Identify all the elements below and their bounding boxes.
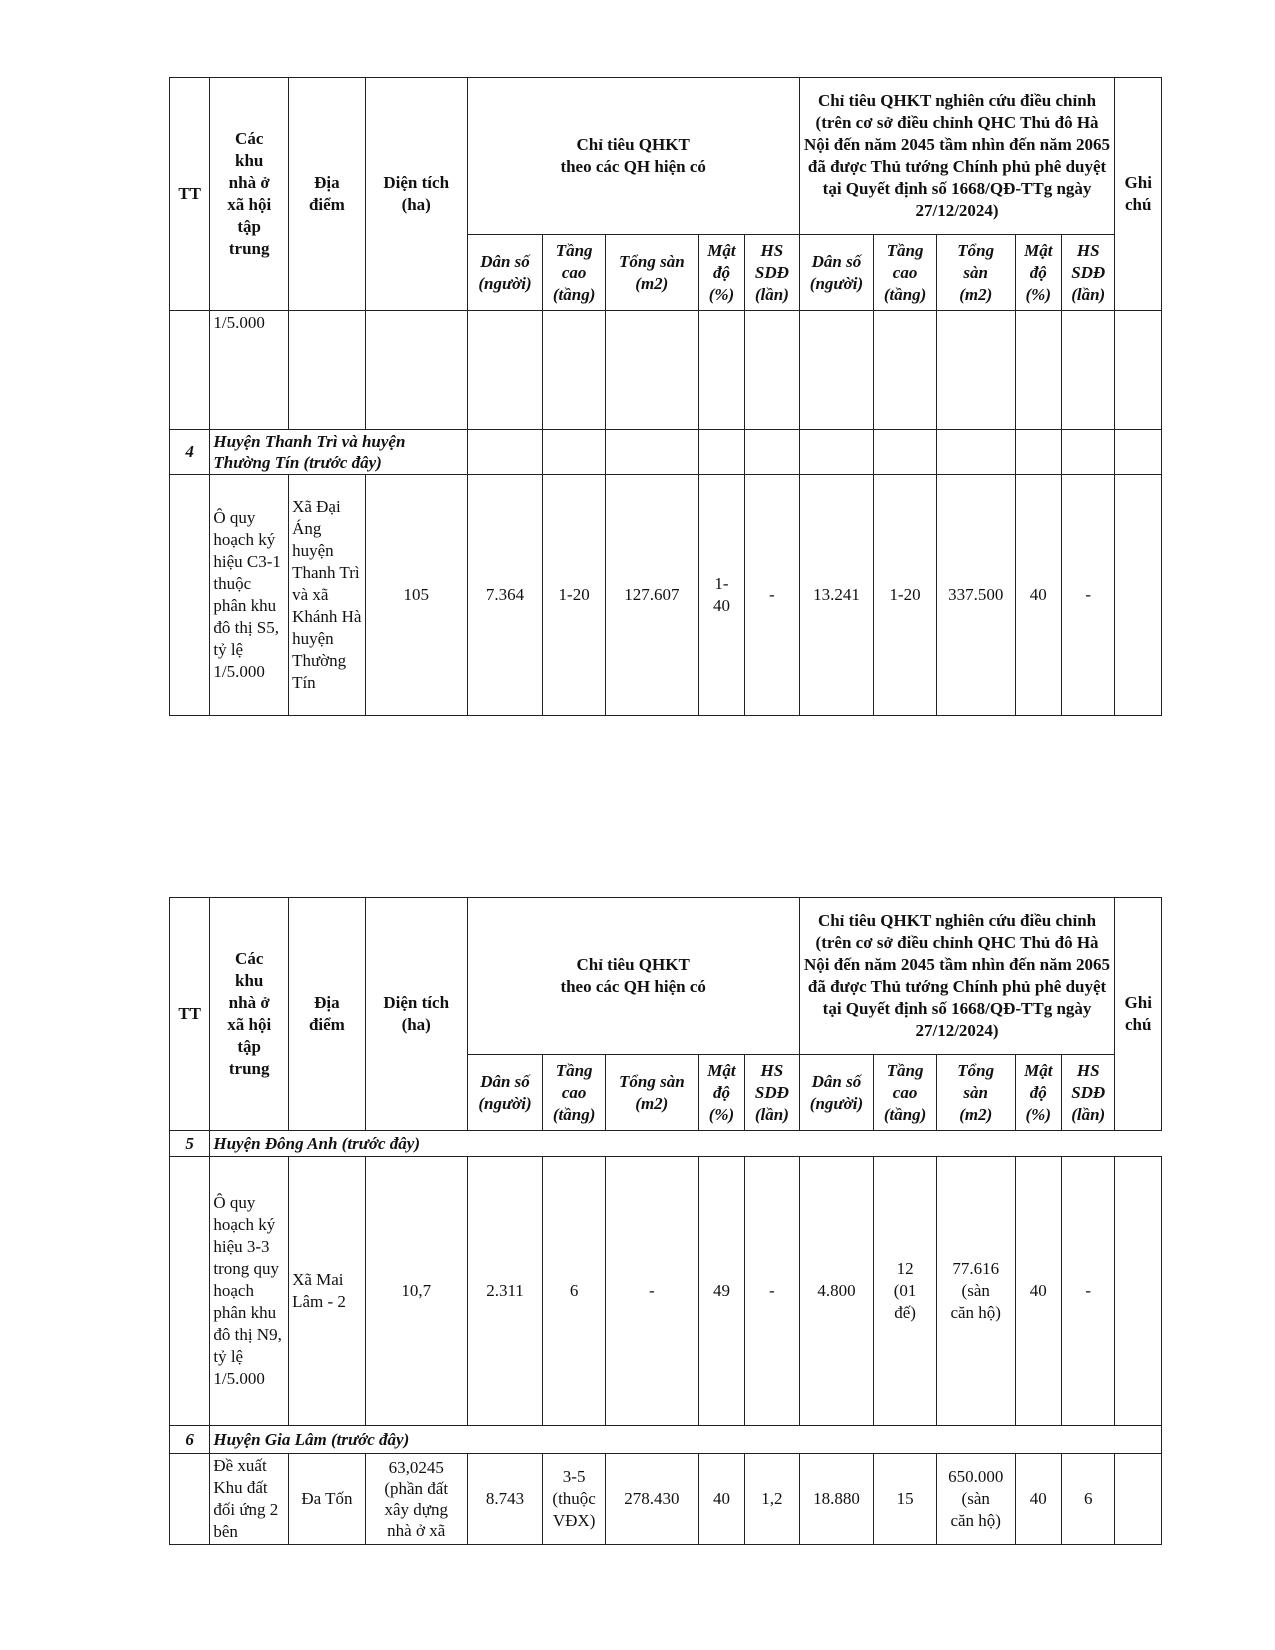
planning-table-1 [169, 77, 1162, 716]
row-area: 10,7 [365, 1157, 467, 1426]
row-location: Đa Tốn [289, 1454, 366, 1545]
sub-tong-san: Tổng sàn (m2) [605, 235, 698, 311]
group-current-header: Chỉ tiêu QHKT theo các QH hiện có [467, 898, 799, 1055]
group-adjusted-header: Chỉ tiêu QHKT nghiên cứu điều chỉnh (trên cơ sở điều chỉnh QHC Thủ đô Hà Nội đến năm 2045 tầm nhìn đến năm 2065 đã được Thủ tướng Chính phủ phê duyệt tại Quyết định số 1668/QĐ-TTg ngày 27/12/2024) [799, 898, 1115, 1055]
cur-population: 2.311 [467, 1157, 543, 1426]
cur-gfa: 127.607 [605, 475, 698, 716]
sub-tong-san: Tổng sàn (m2) [936, 1055, 1015, 1131]
cur-floors: 1-20 [543, 475, 606, 716]
new-population: 4.800 [799, 1157, 874, 1426]
section-number: 6 [170, 1426, 210, 1454]
section-number: 5 [170, 1131, 210, 1157]
row-name: Ô quy hoạch ký hiệu C3-1 thuộc phân khu đô thị S5, tỷ lệ 1/5.000 [210, 475, 289, 716]
new-gfa: 337.500 [936, 475, 1015, 716]
sub-hs-sdd: HS SDĐ (lần) [1061, 235, 1114, 311]
col-khu-header: Các khu nhà ở xã hội tập trung [210, 898, 289, 1131]
row-note [1115, 1454, 1162, 1545]
group-current-header: Chỉ tiêu QHKT theo các QH hiện có [467, 78, 799, 235]
new-far: - [1061, 1157, 1114, 1426]
section-row [170, 430, 1162, 475]
section-title: Huyện Thanh Trì và huyện Thường Tín (trước đây) [210, 430, 467, 475]
sub-mat-do: Mật độ (%) [1015, 235, 1061, 311]
col-khu-header: Các khu nhà ở xã hội tập trung [210, 78, 289, 311]
sub-mat-do: Mật độ (%) [698, 235, 744, 311]
col-ghi-chu-header: Ghi chú [1115, 78, 1162, 311]
sub-dan-so: Dân số (người) [799, 235, 874, 311]
cur-far: - [745, 475, 799, 716]
col-dia-diem-header: Địa điểm [289, 898, 366, 1131]
sub-dan-so: Dân số (người) [799, 1055, 874, 1131]
row-name: Ô quy hoạch ký hiệu 3-3 trong quy hoạch phân khu đô thị N9, tỷ lệ 1/5.000 [210, 1157, 289, 1426]
sub-hs-sdd: HS SDĐ (lần) [745, 1055, 799, 1131]
new-far: 6 [1061, 1454, 1114, 1545]
cur-population: 7.364 [467, 475, 543, 716]
header-row-main [170, 898, 1162, 1055]
new-population: 18.880 [799, 1454, 874, 1545]
sub-mat-do: Mật độ (%) [698, 1055, 744, 1131]
col-ghi-chu-header: Ghi chú [1115, 898, 1162, 1131]
group-adjusted-header: Chỉ tiêu QHKT nghiên cứu điều chỉnh (trên cơ sở điều chỉnh QHC Thủ đô Hà Nội đến năm 2045 tầm nhìn đến năm 2065 đã được Thủ tướng Chính phủ phê duyệt tại Quyết định số 1668/QĐ-TTg ngày 27/12/2024) [799, 78, 1115, 235]
section-number: 4 [170, 430, 210, 475]
sub-tang-cao: Tầng cao (tầng) [874, 1055, 937, 1131]
section-row [170, 1131, 1162, 1157]
new-density: 40 [1015, 475, 1061, 716]
section-row [170, 1426, 1162, 1454]
col-dien-tich-header: Diện tích (ha) [365, 78, 467, 311]
col-tt-header: TT [170, 78, 210, 311]
new-far: - [1061, 475, 1114, 716]
cur-far: - [745, 1157, 799, 1426]
row-note [1115, 475, 1162, 716]
row-name: Đề xuất Khu đất đối ứng 2 bên [210, 1454, 289, 1545]
cur-floors: 6 [543, 1157, 606, 1426]
table-row [170, 311, 1162, 430]
sub-dan-so: Dân số (người) [467, 1055, 543, 1131]
sub-tang-cao: Tầng cao (tầng) [543, 235, 606, 311]
new-floors: 12 (01 đế) [874, 1157, 937, 1426]
planning-table-2 [169, 897, 1162, 1545]
col-tt-header: TT [170, 898, 210, 1131]
cur-density: 40 [698, 1454, 744, 1545]
new-floors: 1-20 [874, 475, 937, 716]
new-density: 40 [1015, 1454, 1061, 1545]
new-density: 40 [1015, 1157, 1061, 1426]
section-title: Huyện Gia Lâm (trước đây) [210, 1426, 1162, 1454]
new-gfa: 650.000 (sàn căn hộ) [936, 1454, 1015, 1545]
sub-tang-cao: Tầng cao (tầng) [543, 1055, 606, 1131]
table-row [170, 1157, 1162, 1426]
row-area: 105 [365, 475, 467, 716]
sub-hs-sdd: HS SDĐ (lần) [1061, 1055, 1114, 1131]
cur-gfa: - [605, 1157, 698, 1426]
new-gfa: 77.616 (sàn căn hộ) [936, 1157, 1015, 1426]
sub-tong-san: Tổng sàn (m2) [936, 235, 1015, 311]
cur-far: 1,2 [745, 1454, 799, 1545]
row-name: 1/5.000 [210, 311, 289, 430]
header-row-main [170, 78, 1162, 235]
sub-tong-san: Tổng sàn (m2) [605, 1055, 698, 1131]
row-location: Xã Đại Áng huyện Thanh Trì và xã Khánh Hà huyện Thường Tín [289, 475, 366, 716]
col-dien-tich-header: Diện tích (ha) [365, 898, 467, 1131]
table-row [170, 475, 1162, 716]
cur-density: 49 [698, 1157, 744, 1426]
row-area: 63,0245 (phần đất xây dựng nhà ở xã [365, 1454, 467, 1545]
row-location: Xã Mai Lâm - 2 [289, 1157, 366, 1426]
cur-population: 8.743 [467, 1454, 543, 1545]
sub-dan-so: Dân số (người) [467, 235, 543, 311]
sub-hs-sdd: HS SDĐ (lần) [745, 235, 799, 311]
table-row [170, 1454, 1162, 1545]
sub-tang-cao: Tầng cao (tầng) [874, 235, 937, 311]
cur-density: 1- 40 [698, 475, 744, 716]
cur-gfa: 278.430 [605, 1454, 698, 1545]
sub-mat-do: Mật độ (%) [1015, 1055, 1061, 1131]
col-dia-diem-header: Địa điểm [289, 78, 366, 311]
cur-floors: 3-5 (thuộc VĐX) [543, 1454, 606, 1545]
new-population: 13.241 [799, 475, 874, 716]
section-title: Huyện Đông Anh (trước đây) [210, 1131, 1162, 1157]
new-floors: 15 [874, 1454, 937, 1545]
row-note [1115, 1157, 1162, 1426]
